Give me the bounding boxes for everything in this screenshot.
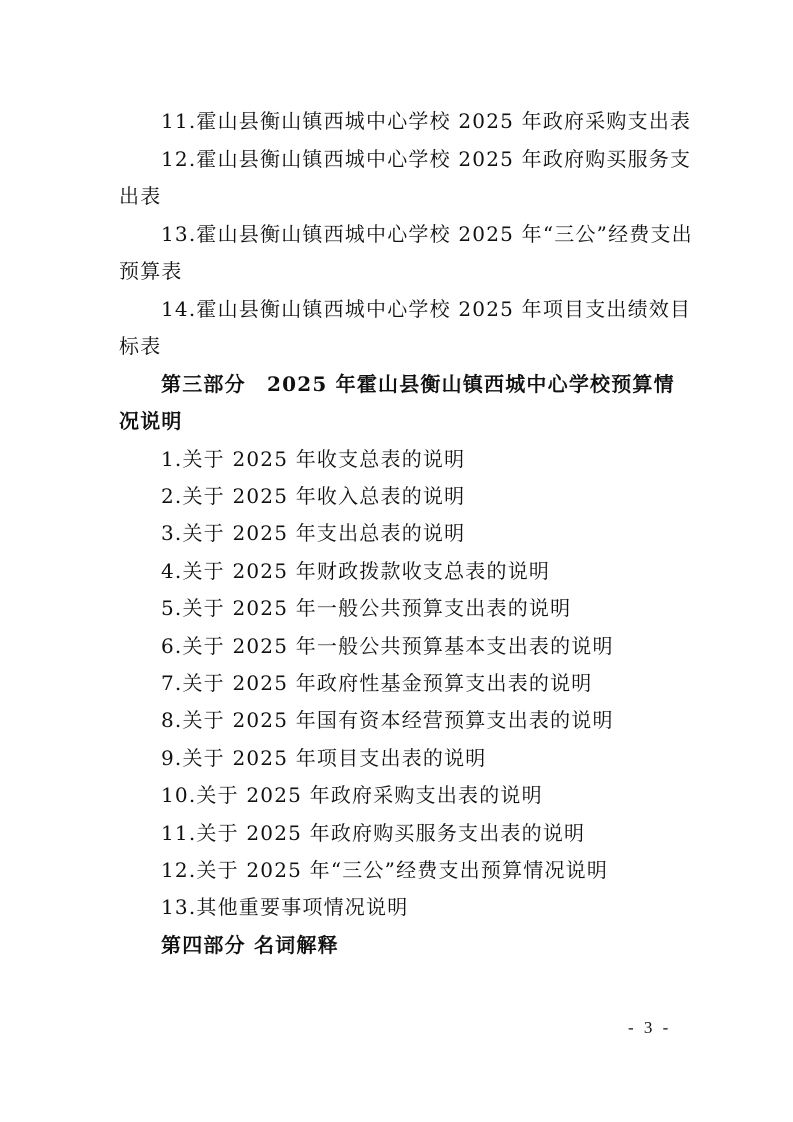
- toc-line: 3.关于 2025 年支出总表的说明: [161, 521, 466, 545]
- toc-line: 预算表: [119, 259, 183, 283]
- toc-line: 标表: [119, 334, 162, 358]
- section-heading: 第三部分 2025 年霍山县衡山镇西城中心学校预算情: [161, 372, 675, 396]
- toc-line: 2.关于 2025 年收入总表的说明: [161, 484, 466, 508]
- toc-line: 13.霍山县衡山镇西城中心学校 2025 年“三公”经费支出: [161, 222, 693, 246]
- toc-line: 8.关于 2025 年国有资本经营预算支出表的说明: [161, 708, 614, 732]
- toc-line: 4.关于 2025 年财政拨款收支总表的说明: [161, 559, 551, 583]
- toc-line: 6.关于 2025 年一般公共预算基本支出表的说明: [161, 634, 614, 658]
- toc-line: 10.关于 2025 年政府采购支出表的说明: [161, 783, 543, 807]
- section-heading: 第四部分 名词解释: [161, 933, 339, 957]
- toc-line: 12.关于 2025 年“三公”经费支出预算情况说明: [161, 858, 609, 882]
- page-number: - 3 -: [628, 1018, 672, 1037]
- toc-line: 9.关于 2025 年项目支出表的说明: [161, 746, 487, 770]
- toc-line: 14.霍山县衡山镇西城中心学校 2025 年项目支出绩效目: [161, 297, 692, 321]
- toc-line: 1.关于 2025 年收支总表的说明: [161, 447, 466, 471]
- toc-line: 7.关于 2025 年政府性基金预算支出表的说明: [161, 671, 593, 695]
- toc-line: 11.霍山县衡山镇西城中心学校 2025 年政府采购支出表: [161, 109, 692, 133]
- toc-line: 12.霍山县衡山镇西城中心学校 2025 年政府购买服务支: [161, 147, 692, 171]
- toc-line: 11.关于 2025 年政府购买服务支出表的说明: [161, 821, 586, 845]
- toc-line: 5.关于 2025 年一般公共预算支出表的说明: [161, 596, 572, 620]
- toc-line: 出表: [119, 184, 162, 208]
- section-heading: 况说明: [119, 409, 183, 433]
- toc-line: 13.其他重要事项情况说明: [161, 895, 409, 919]
